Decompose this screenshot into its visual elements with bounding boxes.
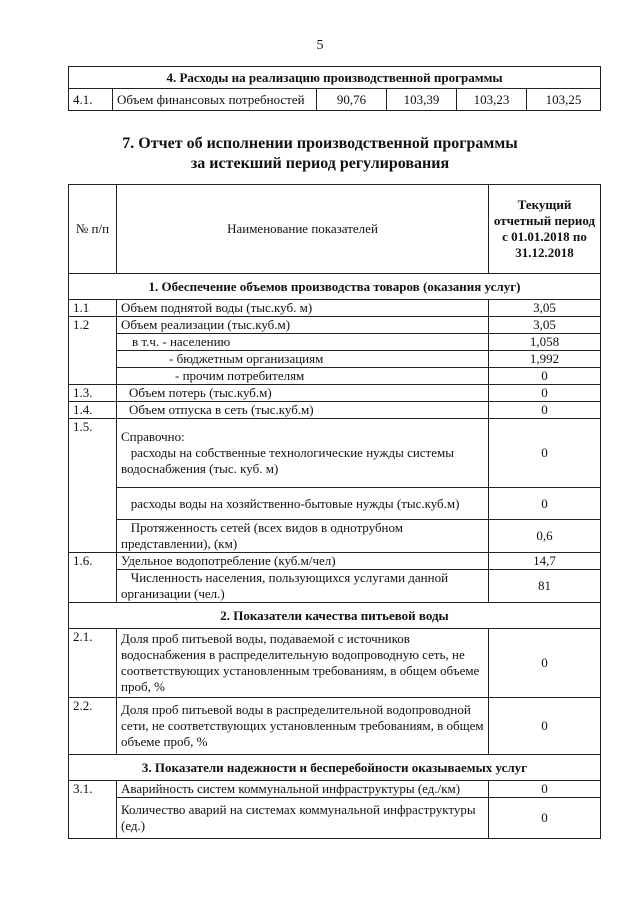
header-period: Текущий отчетный период с 01.01.2018 по 31.12.2018 [489,185,601,274]
row-value: 0 [489,781,601,798]
row-name: Аварийность систем коммунальной инфраструктуры (ед./км) [117,781,489,798]
row-value: 103,39 [387,89,457,111]
table-row [69,300,601,317]
row-number: 3.1. [69,781,117,839]
table-row [69,488,601,520]
row-name: Объем реализации (тыс.куб.м) [117,317,489,334]
row-number: 1.6. [69,553,117,603]
table-row [69,781,601,798]
row-value: 0 [489,798,601,839]
row-name: Удельное водопотребление (куб.м/чел) [117,553,489,570]
row-number: 2.2. [69,698,117,755]
row-value: 90,76 [317,89,387,111]
table-row [69,698,601,755]
row-value: 3,05 [489,317,601,334]
row-number: 1.2 [69,317,117,385]
financial-expenses-table [68,66,601,111]
row-value: 1,058 [489,334,601,351]
row-value: 0 [489,402,601,419]
row-name: Объем финансовых потребностей [113,89,317,111]
table-row [69,402,601,419]
page-number: 5 [316,38,324,53]
row-number: 1.5. [69,419,117,553]
table-row [69,385,601,402]
section-2-header: 2. Показатели качества питьевой воды [69,603,601,629]
report-table [68,184,601,839]
row-value: 0 [489,368,601,385]
row-value: 0 [489,385,601,402]
row-number: 1.3. [69,385,117,402]
row-value: 0 [489,629,601,698]
row-value: 0 [489,488,601,520]
row-value: 103,25 [527,89,601,111]
table1-header: 4. Расходы на реализацию производственной программы [69,67,601,89]
section-3-header: 3. Показатели надежности и бесперебойности оказываемых услуг [69,755,601,781]
row-name: расходы воды на хозяйственно-бытовые нужды (тыс.куб.м) [117,488,489,520]
row-number: 1.4. [69,402,117,419]
row-value: 14,7 [489,553,601,570]
row-name: Объем поднятой воды (тыс.куб. м) [117,300,489,317]
row-number: 4.1. [69,89,113,111]
row-value: 103,23 [457,89,527,111]
section-title [0,134,640,174]
table-row [69,89,601,111]
row-name: в т.ч. - населению [117,334,489,351]
title-line-2: за истекший период регулирования [190,155,450,172]
table-row [69,317,601,334]
table-row [69,553,601,570]
row-name: Количество аварий на системах коммунальной инфраструктуры (ед.) [117,798,489,839]
row-value: 0 [489,419,601,488]
row-name: Объем потерь (тыс.куб.м) [117,385,489,402]
table-row [69,798,601,839]
row-number: 2.1. [69,629,117,698]
row-value: 1,992 [489,351,601,368]
table-row [69,570,601,603]
table-row [69,629,601,698]
section-1-header: 1. Обеспечение объемов производства товаров (оказания услуг) [69,274,601,300]
row-name: Доля проб питьевой воды в распределительной водопроводной сети, не соответствующих установленным требованиям, в общем объеме проб, % [117,698,489,755]
table-row [69,419,601,488]
table-row [69,368,601,385]
row-value: 0,6 [489,520,601,553]
header-num: № п/п [69,185,117,274]
row-name: - бюджетным организациям [117,351,489,368]
row-number: 1.1 [69,300,117,317]
row-name: Доля проб питьевой воды, подаваемой с источников водоснабжения в распределительную водопроводную сеть, не соответствующих установленным требованиям, в общем объеме проб, % [117,629,489,698]
title-line-1: 7. Отчет об исполнении производственной программы [122,135,518,152]
row-name: Численность населения, пользующихся услугами данной организации (чел.) [117,570,489,603]
table-row [69,334,601,351]
row-name: Протяженность сетей (всех видов в однотрубном представлении), (км) [117,520,489,553]
row-name: Справочно: расходы на собственные технологические нужды системы водоснабжения (тыс. куб. м) [117,419,489,488]
header-name: Наименование показателей [117,185,489,274]
row-name: Объем отпуска в сеть (тыс.куб.м) [117,402,489,419]
row-value: 0 [489,698,601,755]
row-name: - прочим потребителям [117,368,489,385]
row-value: 81 [489,570,601,603]
row-value: 3,05 [489,300,601,317]
table-row [69,520,601,553]
table-row [69,351,601,368]
